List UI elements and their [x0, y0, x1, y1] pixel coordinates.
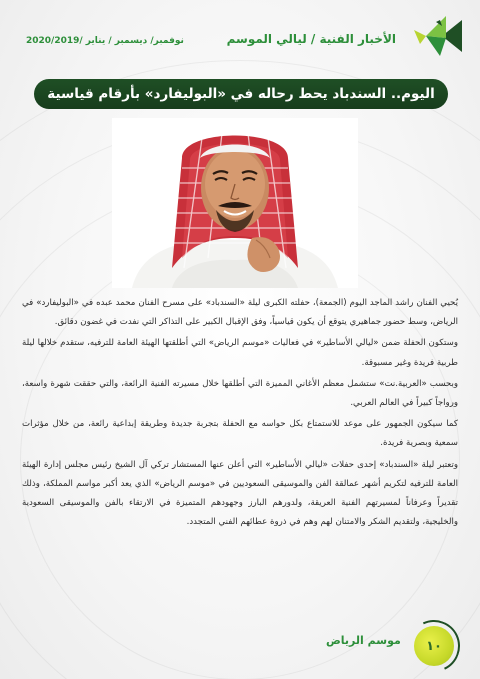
- article-paragraph: وتعتبر ليلة «السندباد» إحدى حفلات «ليالي الأساطير» التي أعلن عنها المستشار تركي آل الشيخ رئيس مجلس إدارة الهيئة العامة للترفيه لتكريم أشهر عمالقة الفن والموسيقى السعوديين في «موسم الرياض» الذي يعد أكبر مواسم المملكة، وذلك تقديراً وعرفاناً لمسيرتهم الفنية العريقة، ولدورهم البارز وجهودهم المتميزة في الارتقاء بالفن والموسيقى السعودية والخليجية، ولتقديم الشكر والامتنان لهم وهم في ذروة عطائهم الفني المتجدد.: [22, 459, 458, 528]
- page-number-badge: [414, 626, 454, 666]
- article-body: [22, 294, 458, 534]
- issue-date: نوفمبر/ ديسمبر / يناير /2020/2019: [26, 36, 184, 46]
- article-paragraph: وبحسب «العربية.نت» ستشمل معظم الأغاني المميزة التي أطلقها خلال مسيرته الفنية الرائعة، والتي حققت شهرة واسعة، ورواجاً كبيراً في العالم العربي.: [22, 378, 458, 409]
- headline-bar: [34, 79, 448, 109]
- article-paragraph: يُحيي الفنان راشد الماجد اليوم (الجمعة)، حفلته الكبرى ليلة «السندباد» على مسرح الفنان محمد عبده في «البوليفارد» في الرياض، وسط حضور جماهيري يتوقع أن يكون قياسياً، وفق الإقبال الكبير على التذاكر التي نفدت في غضون دقائق.: [22, 298, 458, 328]
- page-number: ١٠: [426, 638, 442, 654]
- portrait-photo: [112, 118, 358, 288]
- portrait-photo-icon: [112, 118, 358, 288]
- magazine-logo-icon: [406, 16, 462, 56]
- footer-brand: موسم الرياض: [326, 634, 401, 647]
- headline-text: اليوم.. السندباد يحط رحاله في «البوليفارد» بأرقام قياسية: [47, 86, 435, 102]
- section-title: الأخبار الفنية / ليالي الموسم: [226, 32, 396, 46]
- article-paragraph: كما سيكون الجمهور على موعد للاستمتاع بكل حواسه مع الحفلة بتجربة جديدة وطريقة إبداعية رائعة، من خلال مؤثرات سمعية وبصرية فريدة.: [22, 419, 458, 449]
- article-paragraph: وستكون الحفلة ضمن «ليالي الأساطير» في فعاليات «موسم الرياض» التي أطلقتها الهيئة العامة للترفيه، ستقدم خلالها ليلة طربية فريدة وغير مسبوقة.: [22, 338, 458, 368]
- page-header: [14, 14, 466, 58]
